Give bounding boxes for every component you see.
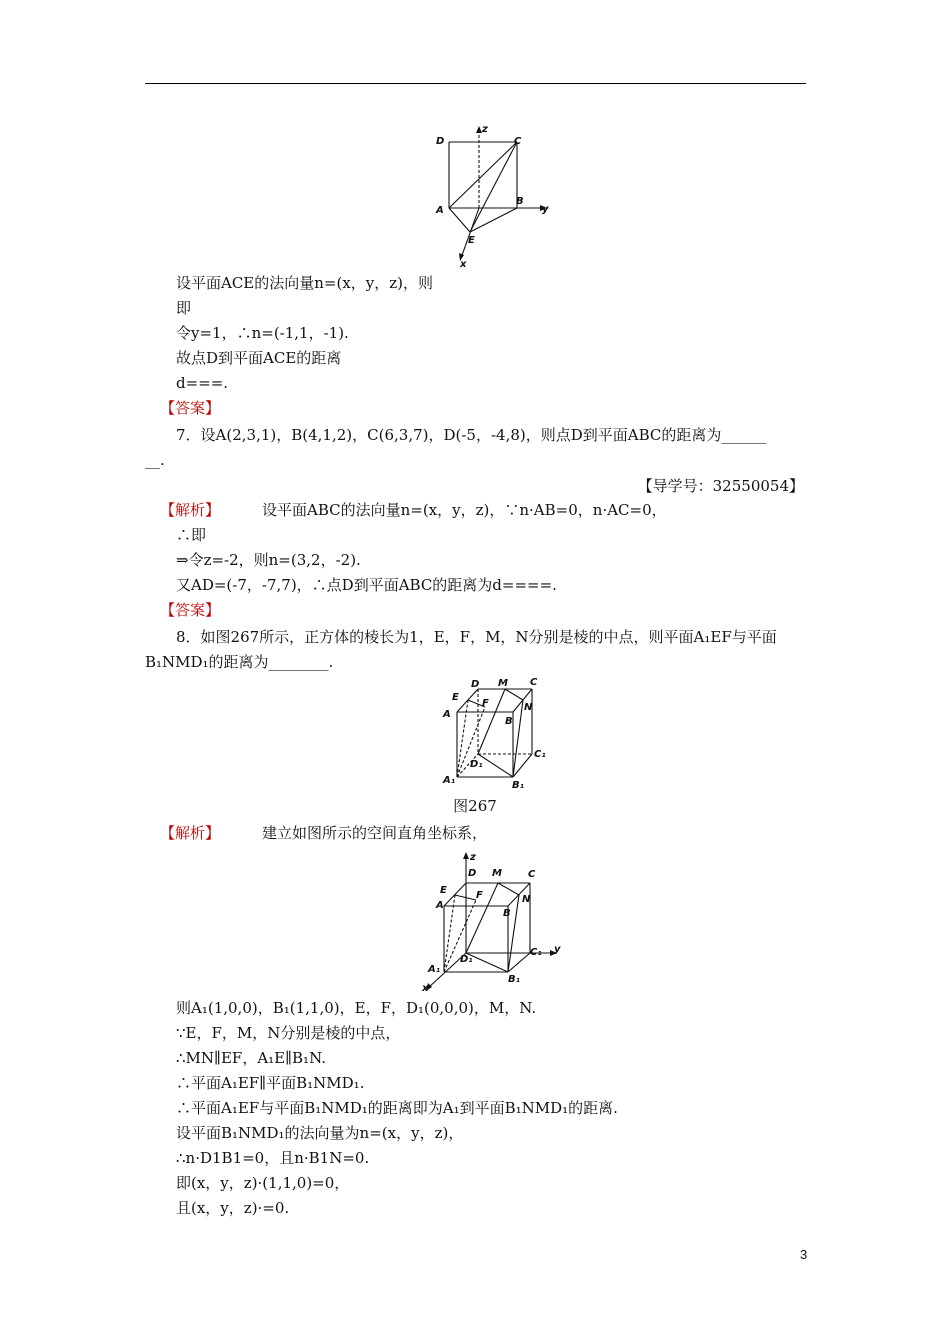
- label-D: D: [468, 868, 477, 879]
- label-N: N: [522, 894, 531, 905]
- text-line: 即: [176, 299, 192, 317]
- label-D1: D₁: [470, 759, 483, 770]
- text-line: ∵E，F，M，N分别是棱的中点，: [176, 1024, 401, 1042]
- question-8-cont: B₁NMD₁的距离为________.: [145, 653, 334, 671]
- label-M: M: [498, 678, 508, 689]
- label-C: C: [528, 869, 536, 880]
- question-7: 7．设A(2,3,1)，B(4,1,2)，C(6,3,7)，D(-5，-4,8)，则点D到平面ABC的距离为______: [176, 426, 767, 444]
- label-z: z: [482, 124, 488, 135]
- label-A1: A₁: [443, 775, 456, 786]
- text-line: ⇒令z=-2，则n=(3,2，-2).: [176, 551, 361, 569]
- text-line: 故点D到平面ACE的距离: [176, 349, 342, 367]
- text-line: 且(x，y，z)·=0.: [176, 1199, 290, 1217]
- answer-tag: 【答案】: [160, 399, 221, 417]
- label-E: E: [440, 885, 447, 896]
- page-number: 3: [800, 1247, 808, 1262]
- label-z: z: [470, 852, 476, 863]
- figure-cube-ace: [430, 120, 560, 270]
- text-line: ∴即: [176, 526, 207, 544]
- question-7-cont: __.: [145, 451, 165, 469]
- label-B1: B₁: [508, 974, 521, 985]
- figure-coordinate-cube: [418, 850, 568, 995]
- label-B1: B₁: [512, 780, 525, 791]
- label-C1: C₁: [530, 947, 542, 958]
- figure-caption: 图267: [453, 797, 497, 815]
- figure-267-cube: [435, 672, 555, 792]
- text-line: 设平面B₁NMD₁的法向量为n=(x，y，z)，: [176, 1124, 464, 1142]
- label-F: F: [482, 698, 489, 709]
- label-C: C: [514, 136, 522, 147]
- analysis-tag: 【解析】: [160, 501, 221, 519]
- analysis-tag: 【解析】: [160, 824, 221, 842]
- label-E: E: [452, 692, 459, 703]
- analysis-text: 设平面ABC的法向量n=(x，y，z)，∵n·AB=0，n·AC=0，: [262, 501, 667, 519]
- label-A: A: [443, 709, 451, 720]
- label-x: x: [422, 983, 429, 994]
- text-line: 又AD=(-7，-7,7)，∴点D到平面ABC的距离为d====.: [176, 576, 557, 594]
- text-line: 设平面ACE的法向量n=(x，y，z)，则: [176, 274, 434, 292]
- label-y: y: [542, 204, 549, 215]
- label-y: y: [554, 944, 561, 955]
- text-line: ∴平面A₁EF∥平面B₁NMD₁.: [176, 1074, 365, 1092]
- label-A1: A₁: [428, 964, 441, 975]
- text-line: ∴n·D1B1=0，且n·B1N=0.: [176, 1149, 370, 1167]
- text-line: d===.: [176, 374, 229, 392]
- label-D: D: [436, 136, 445, 147]
- label-C: C: [530, 677, 538, 688]
- guide-number: 【导学号：32550054】: [637, 477, 804, 495]
- text-line: 则A₁(1,0,0)，B₁(1,1,0)，E，F，D₁(0,0,0)，M，N.: [176, 999, 537, 1017]
- label-M: M: [492, 868, 502, 879]
- label-D1: D₁: [460, 954, 473, 965]
- label-N: N: [524, 702, 533, 713]
- label-C1: C₁: [534, 749, 546, 760]
- text-line: 令y=1，∴n=(-1,1，-1).: [176, 324, 349, 342]
- label-A: A: [436, 900, 444, 911]
- header-rule: [145, 83, 806, 84]
- text-line: ∴平面A₁EF与平面B₁NMD₁的距离即为A₁到平面B₁NMD₁的距离.: [176, 1099, 618, 1117]
- label-D: D: [471, 679, 480, 690]
- label-B: B: [503, 908, 511, 919]
- label-x: x: [460, 259, 467, 270]
- text-line: ∴MN∥EF，A₁E∥B₁N.: [176, 1049, 327, 1067]
- question-8: 8．如图267所示，正方体的棱长为1，E，F，M，N分别是棱的中点，则平面A₁EF与平面: [176, 628, 777, 646]
- label-A: A: [436, 205, 444, 216]
- label-B: B: [516, 196, 524, 207]
- analysis-text: 建立如图所示的空间直角坐标系，: [262, 824, 488, 842]
- label-F: F: [476, 890, 483, 901]
- label-E: E: [468, 235, 475, 246]
- text-line: 即(x，y，z)·(1,1,0)=0，: [176, 1174, 350, 1192]
- label-B: B: [505, 716, 513, 727]
- answer-tag: 【答案】: [160, 601, 221, 619]
